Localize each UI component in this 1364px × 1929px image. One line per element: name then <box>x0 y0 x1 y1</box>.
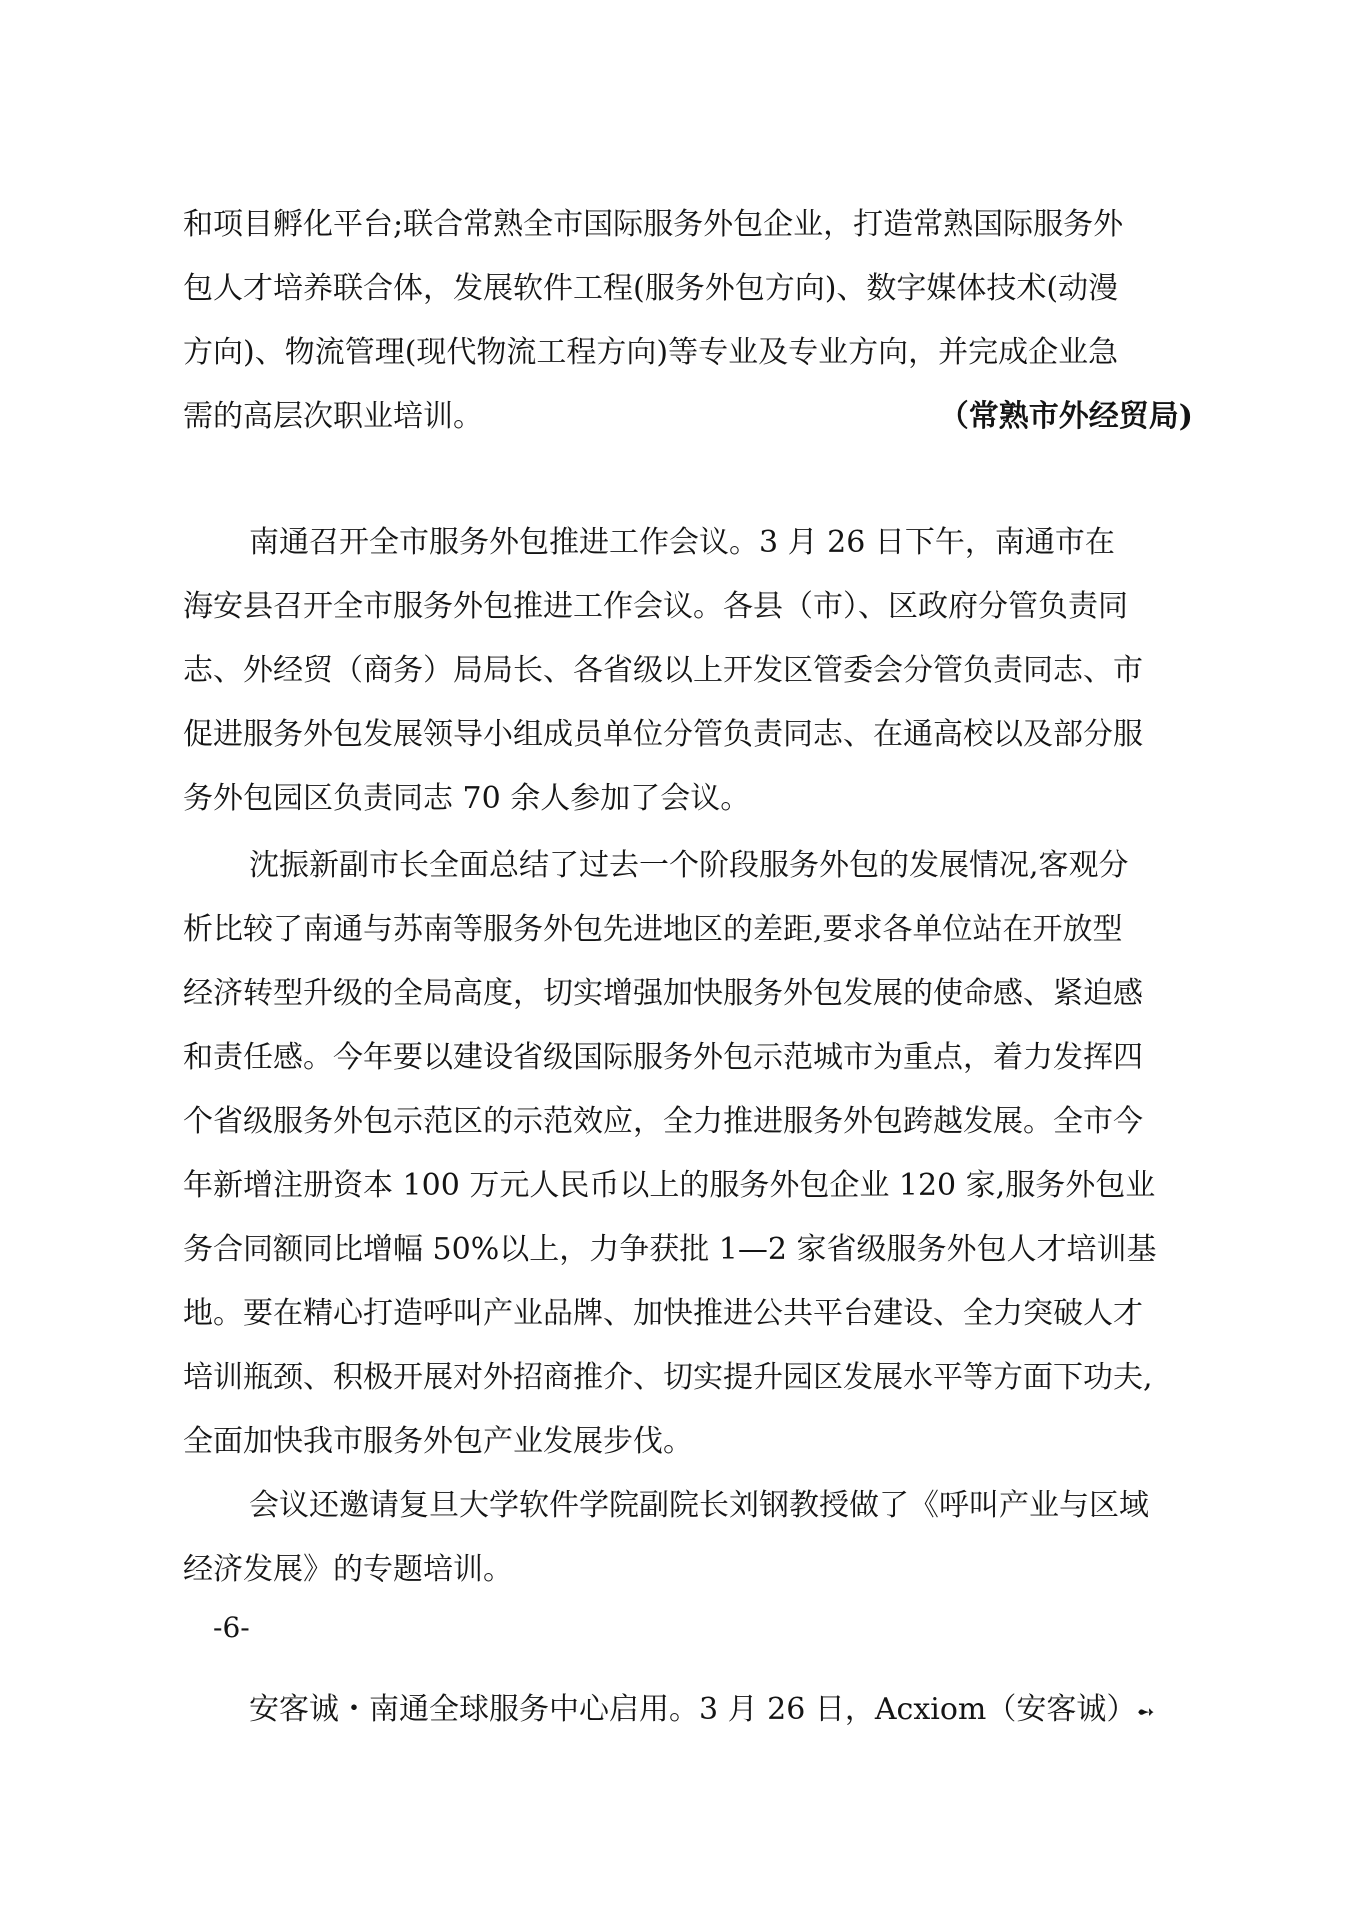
paragraph-4-line-1: 会议还邀请复旦大学软件学院副院长刘钢教授做了《呼叫产业与区域 <box>249 1488 1149 1523</box>
paragraph-3-line-7: 务合同额同比增幅 50%以上，力争获批 1—2 家省级服务外包人才培训基 <box>183 1232 1157 1267</box>
paragraph-2-line-1: 南通召开全市服务外包推进工作会议。3 月 26 日下午，南通市在 <box>249 525 1115 560</box>
paragraph-2-line-2: 海安县召开全市服务外包推进工作会议。各县（市）、区政府分管负责同 <box>183 589 1128 624</box>
paragraph-4-line-2: 经济发展》的专题培训。 <box>183 1552 513 1587</box>
paragraph-2-line-4: 促进服务外包发展领导小组成员单位分管负责同志、在通高校以及部分服 <box>183 717 1143 752</box>
paragraph-1-line-4 <box>183 397 1193 437</box>
paragraph-3-line-3: 经济转型升级的全局高度，切实增强加快服务外包发展的使命感、紧迫感 <box>183 976 1143 1011</box>
paragraph-3-line-9: 培训瓶颈、积极开展对外招商推介、切实提升园区发展水平等方面下功夫, <box>183 1360 1153 1395</box>
paragraph-3-line-4: 和责任感。今年要以建设省级国际服务外包示范城市为重点，着力发挥四 <box>183 1040 1143 1075</box>
paragraph-3-line-10: 全面加快我市服务外包产业发展步伐。 <box>183 1424 693 1459</box>
paragraph-3-line-1: 沈振新副市长全面总结了过去一个阶段服务外包的发展情况,客观分 <box>249 848 1129 883</box>
page-number: -6- <box>213 1611 250 1644</box>
paragraph-2-line-3: 志、外经贸（商务）局局长、各省级以上开发区管委会分管负责同志、市 <box>183 653 1143 688</box>
paragraph-2-line-5: 务外包园区负责同志 70 余人参加了会议。 <box>183 781 751 816</box>
paragraph-1-line-2: 包人才培养联合体，发展软件工程(服务外包方向)、数字媒体技术(动漫 <box>183 271 1119 306</box>
paragraph-3-line-6: 年新增注册资本 100 万元人民币以上的服务外包企业 120 家,服务外包业 <box>183 1168 1156 1203</box>
paragraph-1-line-1: 和项目孵化平台;联合常熟全市国际服务外包企业，打造常熟国际服务外 <box>183 207 1124 242</box>
continuation-mark: ➻ <box>1136 1700 1155 1725</box>
next-page-line <box>249 1690 1193 1730</box>
paragraph-1-last-line: 需的高层次职业培训。 <box>183 399 483 434</box>
paragraph-3-line-2: 析比较了南通与苏南等服务外包先进地区的差距,要求各单位站在开放型 <box>183 912 1123 947</box>
next-page-line-text: 安客诚・南通全球服务中心启用。3 月 26 日，Acxiom（安客诚） <box>249 1692 1137 1727</box>
source-attribution: （常熟市外经贸局) <box>938 399 1193 434</box>
paragraph-3-line-5: 个省级服务外包示范区的示范效应，全力推进服务外包跨越发展。全市今 <box>183 1104 1143 1139</box>
paragraph-3-line-8: 地。要在精心打造呼叫产业品牌、加快推进公共平台建设、全力突破人才 <box>183 1296 1143 1331</box>
paragraph-1-line-3: 方向)、物流管理(现代物流工程方向)等专业及专业方向，并完成企业急 <box>183 335 1119 370</box>
